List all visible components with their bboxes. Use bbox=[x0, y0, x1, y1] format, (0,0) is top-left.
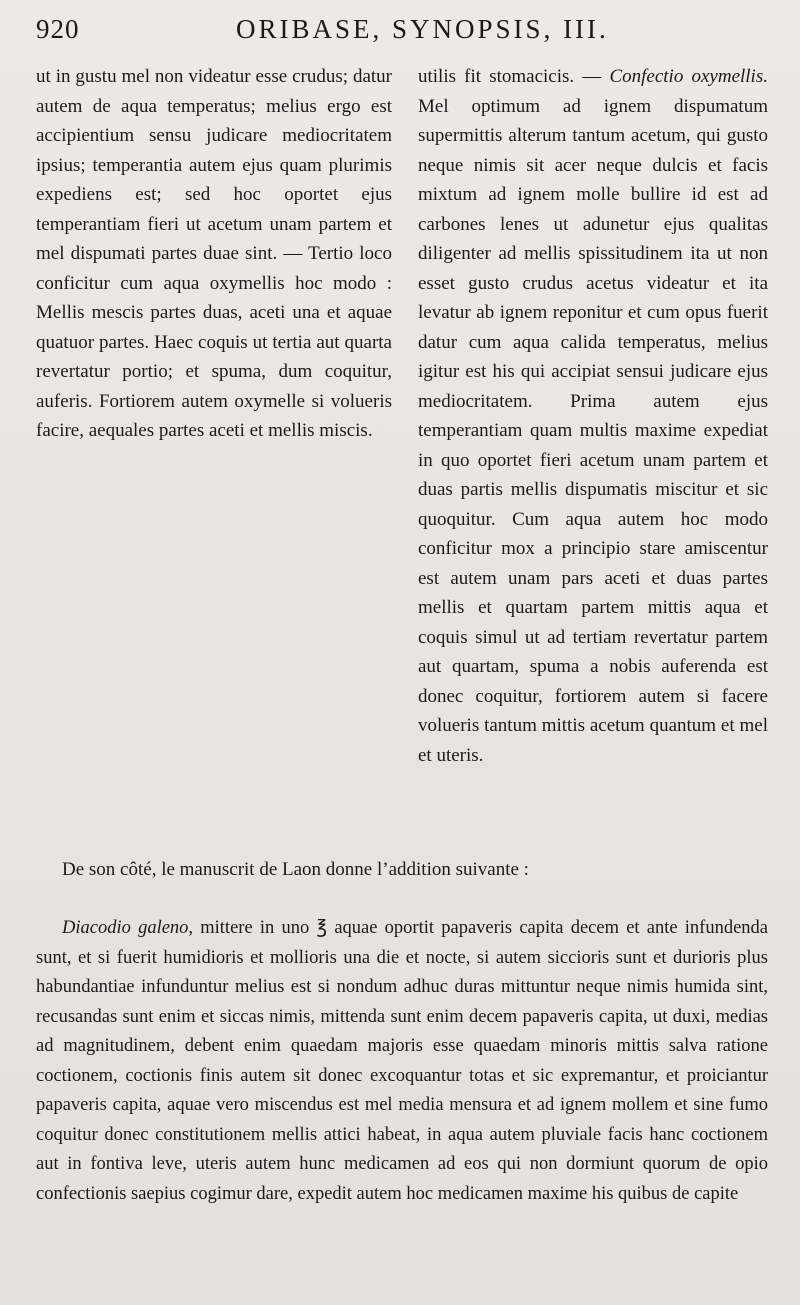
right-column-heading: Confectio oxymellis. bbox=[609, 66, 768, 87]
addition-heading: Diacodio galeno, bbox=[62, 918, 194, 938]
left-column-text: ut in gustu mel non videatur esse crudus; datur autem de aqua temperatus; melius ergo est accipientium sensu judicare mediocritatem ipsius; temperantia autem ejus quam plurimis expediens est; sed hoc oportet ejus temperantiam fieri ut acetum unam partem et mel dispumati partes duae sint. — Tertio loco conficitur cum aqua oxymellis hoc modo : Mellis mescis partes duas, aceti una et aquae quatuor partes. Haec coquis ut tertia aut quarta revertatur portio; et spuma, dum coquitur, auferis. Fortiorem autem oxymelle si volueris facire, aequales partes aceti et mellis miscis. bbox=[36, 66, 392, 441]
right-column-text: Mel optimum ad ignem dispumatum supermittis alterum tantum acetum, qui gusto neque nimis sit acer neque dulcis et facis mixtum ad ignem molle bullire id est ad carbones lenes ut adunetur ejus qualitas diligenter ad mellis spissitudinem ita ut non esset gusto crudus acetus videatur et ita levatur ab ignem reponitur et cum opus fuerit datur cum aqua calida temperatus, melius igitur est his qui accipiat sensui judicare ejus mediocritatem. Prima autem ejus temperantiam quam multis maxime expediat in quo oportet fieri acetum unam partem et duas partis mellis dispumatis miscitur et sic quoquitur. Cum aqua autem hoc modo conficitur mox a principio stare amiscentur est autem unam pars aceti et duas partes mellis et quartam partem mittis aqua et coquis simul ut ad tertiam revertatur partem aut quartam, spuma a nobis auferenda est donec coquitur, fortiorem autem si facere volueris tantum mittis acetum quantum et mel et uteris. bbox=[418, 95, 768, 766]
addition-paragraph bbox=[36, 914, 768, 1209]
right-column-paragraph bbox=[418, 62, 768, 770]
left-column bbox=[36, 62, 392, 446]
page-number: 920 bbox=[36, 14, 80, 44]
right-column-lead: utilis fit stomacicis. — bbox=[418, 66, 610, 87]
running-title: ORIBASE, SYNOPSIS, III. bbox=[236, 14, 609, 44]
running-head bbox=[36, 14, 766, 54]
addition-block bbox=[36, 914, 768, 1209]
addition-text: mittere in uno ℥ aquae oportit papaveris capita decem et ante infundenda sunt, et si fuerit humidioris et mollioris una die et nocte, si autem siccioris sunt et durioris plus habundantiae infunduntur melius est si nondum adhuc duras mittuntur neque nimis humida sint, recusandas sunt enim et siccas nimis, mittenda sunt enim decem papaveris capita, ut duxi, medias ad magnitudinem, debent enim quaedam majoris esse quaedam minoris mittis salva ratione coctionem, coctionis finis autem sit donec excoquantur totas et sic expremantur, et proiciantur papaveris capita, aquae vero miscendus est mel media mensura et ad ignem mollem et sine fumo coquitur donec constitutionem mellis attici habeat, in aqua autem pluviale facis hanc coctionem aut in fontiva leve, uteris autem hunc medicamen ad eos qui non dormiunt quorum de opio confectionis saepius cogimur dare, expedit autem hoc medicamen maxime his quibus de capite bbox=[36, 918, 769, 1204]
right-column bbox=[418, 62, 768, 770]
editor-note: De son côté, le manuscrit de Laon donne l’addition suivante : bbox=[62, 859, 529, 880]
